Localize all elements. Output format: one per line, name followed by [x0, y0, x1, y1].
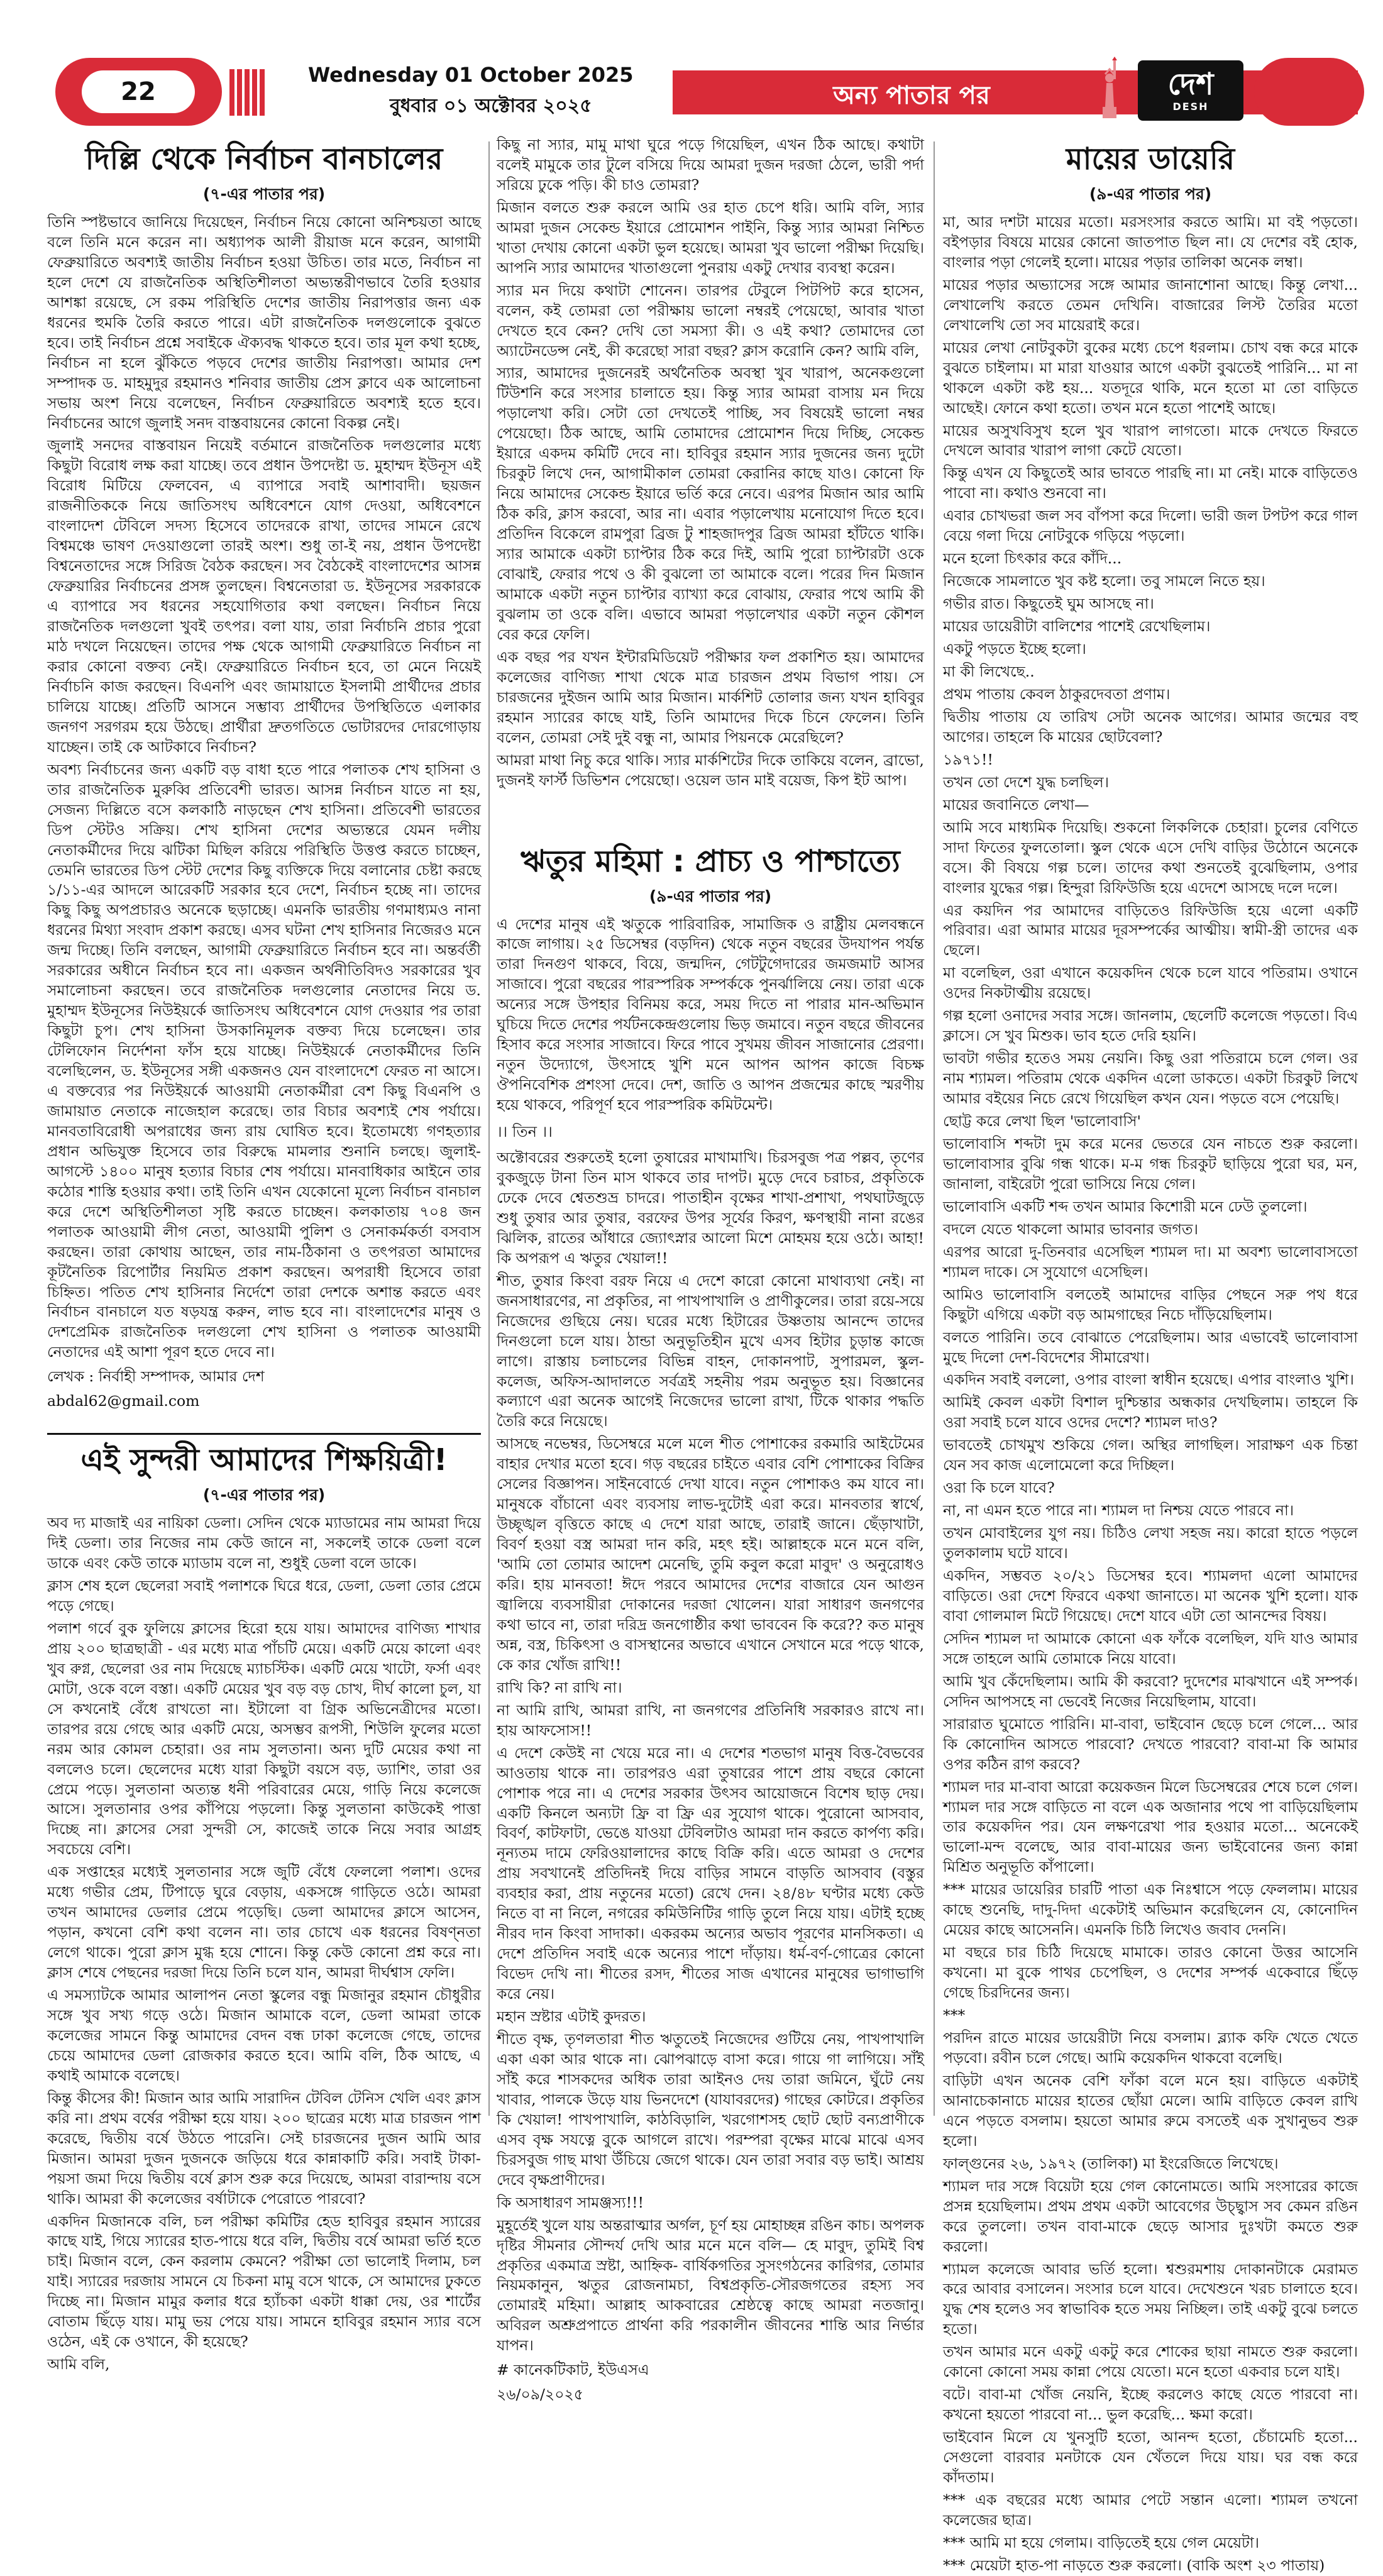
paragraph: সারারাত ঘুমোতে পারিনি। মা-বাবা, ভাইবোন ছেড়ে চলে গেলে... আর কি কোনোদিন আসতে পারবো? দেখতে পারবো? বাবা-মা কি আমার ওপর কঠিন রাগ করবে?: [943, 1715, 1358, 1773]
paragraph: জুলাই সনদের বাস্তবায়ন নিয়েই বর্তমানে রাজনৈতিক দলগুলোর মধ্যে কিছুটা বিরোধ লক্ষ করা যাচ্ছে। তবে প্রধান উপদেষ্টা ড. মুহাম্মদ ইউনূস এই বিরোধ মিটিয়ে ফেলবেন, এ ব্যাপারে সবাই আশাবাদী। ছয়জন রাজনীতিককে নিয়ে জাতিসংঘ অধিবেশনে যোগ দেওয়া, অধিবেশনে বাংলাদেশ টেবিলে সদস্য হিসেবে তাদেরকে রাখা, তাদের সামনে রেখে বিশ্বমঞ্চে ভাষণ দেওয়াগুলো তারই অংশ। শুধু তা-ই নয়, প্রধান উপদেষ্টা বিশ্বনেতাদের সঙ্গে সিরিজ বৈঠক করছেন। সব বৈঠকেই বাংলাদেশের আসন্ন ফেব্রুয়ারির নির্বাচনের প্রসঙ্গ তুলছেন। বিশ্বনেতারা ড. ইউনূসের সরকারকে এ ব্যাপারে সব ধরনের সহযোগিতার কথা বলছেন। নির্বাচন নিয়ে রাজনৈতিক দলগুলো খুবই তৎপর। বলা যায়, তারা নির্বাচনি প্রচার পুরো মাঠ দখলে নিয়েছেন। তাদের পক্ষ থেকে আগামী ফেব্রুয়ারিতে নির্বাচন না করার কোনো বক্তব্য নেই। ফেব্রুয়ারিতে নির্বাচন হবে, তা মেনে নিয়েই নির্বাচনি কাজ করছেন। বিএনপি এবং জামায়াতে ইসলামী প্রার্থীদের প্রচার চালিয়ে যাচ্ছে। প্রতিটি আসনে সম্ভাব্য প্রার্থীদের উপস্থিতিতে এলাকার জনগণ সরগরম হয়ে উঠছে। প্রার্থীরা দ্রুতগতিতে ভোটারদের দোরগোড়ায় যাচ্ছেন। তাই কে আটকাবে নির্বাচন?: [47, 436, 481, 756]
paragraph: পরদিন রাতে মায়ের ডায়েরীটা নিয়ে বসলাম। ব্ল্যাক কফি খেতে খেতে পড়বো। রবীন চলে গেছে। আমি কয়েকদিন থাকবো বলেছি।: [943, 2029, 1358, 2067]
paragraph: তখন আমার মনে একটু একটু করে শোকের ছায়া নামতে শুরু করলো। কোনো কোনো সময় কান্না পেয়ে যেতো। মনে হতো একবার চলে যাই।: [943, 2343, 1358, 2381]
paragraph: মিজান বলতে শুরু করলে আমি ওর হাত চেপে ধরি। আমি বলি, স্যার আমরা দুজন সেকেন্ড ইয়ারে প্রোমোশন পাইনি, কিন্তু স্যার আমরা নিশ্চিত খাতা দেখায় কোনো একটা ভুল হয়েছে। আমরা খুব ভালো পরীক্ষা দিয়েছি। আপনি স্যার আমাদের খাতাগুলো পুনরায় একটু দেখার ব্যবস্থা করেন।: [497, 198, 924, 277]
paragraph: একদিন সবাই বললো, ওপার বাংলা স্বাধীন হয়েছে। এপার বাংলাও খুশি।: [943, 1371, 1354, 1389]
page-header: [0, 0, 1383, 126]
paragraph: কিন্তু কীসের কী! মিজান আর আমি সারাদিন টেবিল টেনিস খেলি এবং ক্লাস করি না। প্রথম বর্ষের পরীক্ষা হয়ে যায়। ২০০ ছাত্রের মধ্যে মাত্র চারজন পাশ করেছে, দ্বিতীয় বর্ষে উঠতে পারেনি। সেই চারজনের দুজন আমি আর মিজান। আমরা দুজন দুজনকে জড়িয়ে ধরে কান্নাকাটি করি। সবাই টাকা-পয়সা জমা দিয়ে দ্বিতীয় বর্ষে ক্লাস শুরু করে দিয়েছে, আমরা বারান্দায় বসে থাকি। আমরা কী কলেজের বর্ষাটাকে পেরোতে পারবো?: [47, 2089, 481, 2208]
paragraph: ছোট্ট করে লেখা ছিল 'ভালোবাসি': [943, 1112, 1142, 1130]
paragraph: আমরা মাথা নিচু করে থাকি। স্যার মার্কশিটের দিকে তাকিয়ে বলেন, ব্রাভো, দুজনই ফার্স্ট ডিভিশন পেয়েছো। ওয়েল ডান মাই বয়েজ, কিপ ইট আপ।: [497, 751, 924, 789]
paragraph: অক্টোবরের শুরুতেই হলো তুষারের মাখামাখি। চিরসবুজ পত্র পল্লব, তৃণের বুকজুড়ে টানা তিন মাস থাকবে তার দাপট। মুড়ে দেবে চরাচর, প্রকৃতিকে ঢেকে দেবে শ্বেতশুভ্র চাদরে। পাতাহীন বৃক্ষের শাখা-প্রশাখা, পথঘাটজুড়ে শুধু তুষার আর তুষার, বরফের উপর সূর্যের কিরণ, ক্ষণস্থায়ী নানা রঙের ঝিলিক, রাতের আঁধারে জ্যোৎস্নার আলো মিশে মোহময় হয়ে ওঠে। আহা! কি অপরূপ এ ঋতুর খেয়াল!!: [497, 1149, 924, 1267]
paragraph: ক্লাস শেষ হলে ছেলেরা সবাই পলাশকে ঘিরে ধরে, ডেলা, ডেলা তোর প্রেমে পড়ে গেছে।: [47, 1576, 481, 1615]
author-credit: লেখক : নির্বাহী সম্পাদক, আমার দেশ: [47, 1368, 265, 1386]
author-location: # কানেকটিকাট, ইউএসএ: [497, 2361, 649, 2379]
paragraph: অব দ্য মাজাই এর নায়িকা ডেলা। সেদিন থেকে ম্যাডামের নাম আমরা দিয়ে দিই ডেলা। তার নিজের নাম কেউ জানে না, সকলেই তাকে ডেলা বলে ডাকে এবং কেউ তাকে ম্যাডাম বলে না, শুধুই ডেলা বলে ডাকে।: [47, 1514, 481, 1573]
paragraph: *** এক বছরের মধ্যে আমার পেটে সন্তান এলো। শ্যামল তখনো কলেজের ছাত্র।: [943, 2490, 1358, 2529]
column-right: [943, 135, 1358, 2574]
paragraph: ভাবতেই চোখমুখ শুকিয়ে গেল। অস্থির লাগছিল। সারাক্ষণ এক চিন্তা যেন সব কাজ এলোমেলো করে দিচ্ছিল।: [943, 1436, 1358, 1474]
logo-text: দেশ: [1167, 66, 1214, 102]
paragraph: মা কী লিখেছে..: [943, 663, 1035, 681]
paragraph: বাড়িটা এখন অনেক বেশি ফাঁকা বলে মনে হয়। বাড়িতে একটাই আনাচেকানাচে মায়ের হাতের ছোঁয়া মেলে। আমি বাড়িতে কেবল রাখি এনে পড়তে বসলাম। হয়তো আমার রুমে বসতেই এক সুখানুভব শুরু হলো।: [943, 2071, 1358, 2150]
paragraph: মায়ের অসুখবিসুখ হলে খুব খারাপ লাগতো। মাকে দেখতে ফিরতে দেখলে আবার খারাপ লাগা কেটে যেতো।: [943, 421, 1358, 460]
barcode-icon: [229, 69, 272, 116]
paragraph: ভালোবাসি একটি শব্দ তখন আমার কিশোরী মনে ঢেউ তুললো।: [943, 1197, 1308, 1215]
paragraph: এ সমস্যাটকে আমার আলাপন নেতা স্কুলের বন্ধু মিজানুর রহমান চৌধুরীর সঙ্গে খুব সখ্য গড়ে ওঠে। মিজান আমাকে বলে, ডেলা আমরা তাকে কলেজের সামনে কিন্তু আমাদের বেদন বন্ধ ঢাকা কলেজে গেছে, তাদের চেয়ে আমাদের ডেলা রোজকার করতে হবে। আমি বলি, ঠিক আছে, এ কথাই আমাকে বলেছে।: [47, 1986, 481, 2084]
paragraph: বলতে পারিনি। তবে বোঝাতে পেরেছিলাম। আর এভাবেই ভালোবাসা মুছে দিলো দেশ-বিদেশের সীমারেখা।: [943, 1328, 1358, 1366]
article-title: মায়ের ডায়েরি: [1066, 141, 1235, 177]
statue-of-liberty-icon: [1094, 58, 1125, 118]
paragraph: ১৯৭১!!: [943, 750, 993, 768]
paragraph: রাখি কি? না রাখি না।: [497, 1678, 622, 1696]
paragraph: মা, আর দশটা মায়ের মতো। মরসংসার করতে আমি। মা বই পড়তো। বইপড়ার বিষয়ে মায়ের কোনো জাতপাত ছিল না। যে দেশের বই হোক, বাংলার পড়া গেলেই হলো। মায়ের পড়ার তালিকা অনেক লম্বা।: [943, 213, 1358, 271]
divider: [47, 1433, 481, 1435]
paragraph: শীতে বৃক্ষ, তৃণলতারা শীত ঋতুতেই নিজেদের গুটিয়ে নেয়, পাখপাখালি একা একা আর থাকে না। ঝোপঝাড়ে বাসা করে। গায়ে গা লাগিয়ে। সাঁই সাঁই করে শাসকদের অধিক তারা আইনও দেয় তারা জমিনে, ঘুঁটে নেয় খাবার, পালকে উড়ে যায় ভিনদেশে (যাযাবরদের) গাছের কোটরে। প্রকৃতির কি খেয়াল! পাখপাখালি, কাঠবিড়ালি, খরগোশসহ ছোট ছোট বন্যপ্রাণীকে এসব বৃক্ষ সযত্নে বুকে আগলে রাখে। পরম্পরা বৃক্ষের মাঝে মাঝে এসব চিরসবুজ গাছ মাথা উঁচিয়ে জেগে থাকে। যেন তারা সবার বড় ভাই। আশ্রয় দেবে বৃক্ষপ্রাণীদের।: [497, 2030, 924, 2189]
paragraph: ভাবটা গভীর হতেও সময় নেয়নি। কিছু ওরা পতিরামে চলে গেল। ওর নাম শ্যামল। পতিরাম থেকে একদিন এলো ডাকতে। একটা চিরকুট লিখে আমার বইয়ের নিচে রেখে গিয়েছিল কখন যেন। পড়তে বসে পেয়েছি।: [943, 1049, 1358, 1108]
paragraph: প্রথম পাতায় কেবল ঠাকুরদেবতা প্রণাম।: [943, 685, 1171, 703]
paragraph: মায়ের লেখা নোটবুকটা বুকের মধ্যে চেপে ধরলাম। চোখ বন্ধ করে মাকে বুঝতে চাইলাম। মা মারা যাওয়ার আগে একটা বুঝতেই পারিনি... মা না থাকলে একটা কষ্ট হয়... যতদূরে থাকি, মনে হতো মা তো বাড়িতে আছেই। ফোনে কথা হতো। তখন মনে হতো পাশেই আছে।: [943, 338, 1358, 417]
paragraph: তখন মোবাইলের যুগ নয়। চিঠিও লেখা সহজ নয়। কারো হাতে পড়লে তুলকালাম ঘটে যাবে।: [943, 1524, 1358, 1562]
paragraph: এবার চোখভরা জল সব বাঁপসা করে দিলো। ভারী জল টপটপ করে গাল বেয়ে গলা দিয়ে নোটবুকে গড়িয়ে পড়লো।: [943, 507, 1358, 545]
paragraph: মুহূর্তেই খুলে যায় অন্তরাত্মার অর্গল, চূর্ণ হয় মোহাচ্ছন্ন রঙিন কাচ। অপলক দৃষ্টির সীমনার সৌন্দর্য দেখি আর মনে মনে বলি— হে মাবুদ, তুমিই বিশ্ব প্রকৃতির একমাত্র স্রষ্টা, আহ্নিক- বার্ষিকগতির সুসংগঠনের কারিগর, তোমার নিয়মকানুন, ঋতুর রোজনামচা, বিশ্বপ্রকৃতি-সৌরজগতের রহস্য সব তোমারই মহিমা। আল্লাহ আকবারের শ্রেষ্ঠত্বে কাছে আমরা নতজানু। অবিরল অশ্রুপ্রপাতে প্রার্থনা করি পরকালীন জীবনের শান্তি আর নির্ভার যাপন।: [497, 2216, 924, 2355]
paragraph: শ্যামল দার মা-বাবা আরো কয়েকজন মিলে ডিসেম্বরের শেষে চলে গেল। শ্যামল দার সঙ্গে বাড়িতে না বলে এক অজানার পথে পা বাড়িয়েছিলাম তার কয়েকদিন পর। যেন লক্ষণরেখা পার হওয়ার মতো... অনেকেই ভালো-মন্দ বলেছে, আর বাবা-মায়ের জন্য ভাইবোনের জন্য কান্না মিশ্রিত অনুভূতি কাঁপালো।: [943, 1777, 1358, 1876]
paragraph: আমিই কেবল একটা বিশাল দুশ্চিন্তার অন্ধকার দেখছিলাম। তাহলে কি ওরা সবাই চলে যাবে ওদের দেশে? শ্যামল দাও?: [943, 1393, 1358, 1432]
paragraph: স্যার, আমাদের দুজনেরই অর্থনৈতিক অবস্থা খুব খারাপ, অনেকগুলো টিউশনি করে সংসার চালাতে হয়। কিন্তু স্যার আমরা বাসায় মন দিয়ে পড়ালেখা করি। সেটা তো দেখতেই পাচ্ছি, সব বিষয়েই ভালো নম্বর পেয়েছো। ঠিক আছে, আমি তোমাদের প্রোমোশন দিয়ে দিচ্ছি, সেকেন্ড ইয়ারে একদম কমিটি দেবে না। হাবিবুর রহমান স্যার দুজনের জন্য দুটো চিরকুট লিখে দেন, আগামীকাল তোমরা কেরানির কাছে যাও। কোনো ফি নিয়ে আমাদের সেকেন্ড ইয়ারে ভর্তি করে নেবে। এরপর মিজান আর আমি ঠিক করি, ক্লাস করবো, আর না। এবার পড়ালেখায় মনোযোগ দিতে হবে। প্রতিদিন বিকেলে রামপুরা ব্রিজ টু শাহজাদপুর ব্রিজ আমরা হাঁটতে থাকি। স্যার আমাকে একটা চ্যাপ্টার ঠিক করে দিই, আমি পুরো চ্যাপ্টারটা ওকে বোঝাই, ফেরার পথে ও কী বুঝলো তা আমাকে বলে। পরের দিন মিজান আমাকে একটা নতুন চ্যাপ্টার ব্যাখ্যা করে বোঝায়, ফেরার পথে আমি কী বুঝলাম তা ওকে বলি। এভাবে আমরা পড়ালেখার একটা নতুন কৌশল বের করে ফেলি।: [497, 364, 924, 643]
paragraph: মায়ের পড়ার অভ্যাসের সঙ্গে আমার জানাশোনা আছে। কিন্তু লেখা... লেখালেখি করতে তেমন দেখিনি। বাজারের লিস্ট তৈরির মতো লেখালেখি তো সব মায়েরাই করে।: [943, 275, 1358, 334]
paragraph: গভীর রাত। কিছুতেই ঘুম আসছে না।: [943, 595, 1154, 613]
paragraph: আমিও ভালোবাসি বলতেই আমাদের বাড়ির পেছনে সরু পথ ধরে কিছুটা এগিয়ে একটা বড় আমগাছের নিচে দাঁড়িয়েছিলাম।: [943, 1285, 1358, 1324]
paragraph: এ দেশের মানুষ এই ঋতুকে পারিবারিক, সামাজিক ও রাষ্ট্রীয় মেলবন্ধনে কাজে লাগায়। ২৫ ডিসেম্বর (বড়দিন) থেকে নতুন বছরের উদযাপন পর্যন্ত তারা দিনগুণ থাকবে, বিয়ে, জন্মদিন, গেটটুগেদারের জমজমাট আসর সাজাবে। পুরো বছরের পারস্পরিক সম্পর্ককে পুনর্ঝালিয়ে নেয়। তারা একে অন্যের সঙ্গে উপহার বিনিময় করে, সময় দিতে না পারার মান-অভিমান ঘুচিয়ে দিতে দেশের পর্যটনকেন্দ্রগুলোয় ভিড় জমাবে। নতুন বছরে জীবনের হিসাব করে সংসার সাজাবে। ফিরে পাবে সুখময় জীবন সাজানোর প্রেরণা। নতুন উদ্যোগে, উৎসাহে খুশি মনে আপন আপন কাজে বিচক্ষ ঔপনিবেশিক প্রশংসা দেবে। দেশ, জাতি ও আপন প্রজন্মের কাছে স্মরণীয় হয়ে থাকবে, পরিপূর্ণ হবে পারস্পরিক কমিটমেন্ট।: [497, 915, 924, 1114]
paragraph: শ্যামল দার সঙ্গে বিয়েটা হয়ে গেল কোনোমতে। আমি সংসারের কাজে প্রসন্ন হয়েছিলাম। প্রথম প্রথম একটা আবেগের উচ্ছ্বাস সব কেমন রঙিন করে তুললো। তখন বাবা-মাকে ছেড়ে আসার দুঃখটা কমতে শুরু করলো।: [943, 2177, 1358, 2255]
column-rule: [488, 141, 490, 2116]
paragraph: *** আমি মা হয়ে গেলাম। বাড়িতেই হয়ে গেল মেয়েটা।: [943, 2533, 1260, 2551]
column-middle: [497, 135, 924, 2404]
paragraph: আমি খুব কেঁদেছিলাম। আমি কী করবো? দুদেশের মাঝখানে এই সম্পর্ক। সেদিন আপসহে না ভেবেই নিজের নিয়েছিলাম, যাবো।: [943, 1672, 1358, 1710]
paragraph: নিজেকে সামলাতে খুব কষ্ট হলো। তবু সামলে নিতে হয়।: [943, 572, 1265, 590]
paragraph: ভাইবোন মিলে যে খুনসুটি হতো, আনন্দ হতো, চেঁচামেচি হতো... সেগুলো বারবার মনটাকে যেন খেঁতলে দিয়ে যায়। ঘর বন্ধ করে কাঁদতাম।: [943, 2428, 1358, 2487]
paragraph: আমি সবে মাধ্যমিক দিয়েছি। শুকনো লিকলিকে চেহারা। চুলের বেণিতে সাদা ফিতের ফুলতোলা। স্কুল থেকে এসে দেখি বাড়ির উঠোনে অনেকে বসে। কী বিষয়ে গল্প চলে। তাদের কথা শুনতেই বুঝেছিলাম, ওপার বাংলার যুদ্ধের গল্প। হিন্দুরা রিফিউজি হয়ে এদেশে আসছে দলে দলে।: [943, 818, 1358, 897]
logo-subtext: DESH: [1172, 100, 1209, 113]
paragraph: তখন তো দেশে যুদ্ধ চলছিল।: [943, 773, 1110, 791]
paragraph: একদিন মিজানকে বলি, চল পরীক্ষা কমিটির হেড হাবিবুর রহমান স্যারের কাছে যাই, গিয়ে স্যারের হাত-পায়ে ধরে বলি, দ্বিতীয় বর্ষে আমরা ভর্তি হতে চাই। মিজান বলে, কেন করলাম কেমনে? পরীক্ষা তো ভালোই দিলাম, চল যাই। স্যারের দরজায় সামনে যে চিকনা মামু বসে থাকে, সে আমাদের ঢুকতে দিচ্ছে না। মিজান মামুর কলার ধরে হ্যাঁচকা একটা ধাক্কা দেয়, ওর শার্টের বোতাম ছিঁড়ে যায়। মামু ভয় পেয়ে যায়। সামনে হাবিবুর রহমান স্যার বসে ওঠেন, এই কে ওখানে, কী হয়েছে?: [47, 2212, 481, 2351]
paragraph: সেদিন শ্যামল দা আমাকে কোনো এক ফাঁকে বলেছিল, যদি যাও আমার সঙ্গে তাহলে আমি তোমাকে নিয়ে যাবো।: [943, 1629, 1358, 1667]
paragraph: একটু পড়তে ইচ্ছে হলো।: [943, 640, 1086, 658]
paragraph: মায়ের ডায়েরীটা বালিশের পাশেই রেখেছিলাম।: [943, 617, 1211, 636]
paragraph: ***: [943, 2006, 966, 2025]
column-rule: [934, 141, 935, 2116]
paragraph: স্যার মন দিয়ে কথাটা শোনেন। তারপর টেবুলে পিটপিট করে হাসেন, বলেন, কই তোমরা তো পরীক্ষায় ভালো নম্বরই পেয়েছো, আবার খাতা দেখতে হবে কেন? দেখি তো সমস্যা কী। ও এই কথা? তোমাদের তো অ্যাটেনডেন্স নেই, কী করেছো সারা বছর? ক্লাস করোনি কেন? আমি বলি,: [497, 281, 924, 360]
paragraph: একদিন, সম্ভবত ২০/২১ ডিসেম্বর হবে। শ্যামলদা এলো আমাদের বাড়িতে। ওরা দেশে ফিরবে একথা জানাতে। মা অনেক খুশি হলো। যাক বাবা গোলমাল মিটে গিয়েছে। দেশে যাবে এটা তো আনন্দের বিষয়।: [943, 1567, 1358, 1625]
header-right-pill: [1254, 58, 1364, 126]
paragraph: এক সপ্তাহের মধ্যেই সুলতানার সঙ্গে জুটি বেঁধে ফেললো পলাশ। ওদের মধ্যে গভীর প্রেম, টিপাড়ে ঘুরে বেড়ায়, একসঙ্গে গাড়িতে ওঠে। আমরা তখন আমাদের ডেলার প্রেমে পড়েছি। ডেলা আমাদের ক্লাসে আসেন, পড়ান, কখনো বেশি কথা বলেন না। তার চোখে এক ধরনের বিষণ্নতা লেগে থাকে। পুরো ক্লাস মুগ্ধ হয়ে শোনে। কিন্তু কেউ কোনো প্রশ্ন করে না। ক্লাস শেষে পেছনের দরজা দিয়ে তিনি চলে যান, আমরা দীর্ঘশ্বাস ফেলি।: [47, 1863, 481, 1982]
paragraph: মা বছরে চার চিঠি দিয়েছে মামাকে। তারও কোনো উত্তর আসেনি কখনো। মা বুকে পাথর চেপেছিল, ও দেশের সম্পর্ক একেবারে ছিঁড়ে গেছে চিরদিনের জন্য।: [943, 1943, 1358, 2002]
paragraph: শীত, তুষার কিংবা বরফ নিয়ে এ দেশে কারো কোনো মাথাব্যথা নেই। না জনসাধারণের, না প্রকৃতির, না পাখপাখালি ও প্রাণীকুলের। তারা রয়ে-সয়ে নিজেদের গুছিয়ে নেয়। ঘরের মধ্যে হিটারের উষ্ণতায় আনন্দে তাদের দিনগুলো চলে যায়। ঠান্ডা অনুভূতিহীন মুখে এসব হিটার চুড়ান্ত কাজে লাগে। রাস্তায় চলাচলের বিভিন্ন বাহন, দোকানপাট, সুপারমল, স্কুল-কলেজ, অফিস-আদালতে সর্বত্রই সহনীয় পরম অনুভূত হয়। বিজ্ঞানের কল্যাণে এরা অনেক আগেই নিজেদের ভালো রাখা, টিকে থাকার পদ্ধতি তৈরি করে নিয়েছে।: [497, 1271, 924, 1430]
paragraph: তিনি স্পষ্টভাবে জানিয়ে দিয়েছেন, নির্বাচন নিয়ে কোনো অনিশ্চয়তা আছে বলে তিনি মনে করেন না। অধ্যাপক আলী রীয়াজ মনে করেন, আগামী ফেব্রুয়ারিতে অবশ্যই জাতীয় নির্বাচন হওয়া উচিত। তার মতে, নির্বাচন না হলে দেশে যে রাজনৈতিক অস্থিতিশীলতা অভ্যন্তরীণভাবে তৈরি হওয়ার আশঙ্কা রয়েছে, সে রকম পরিস্থিতি দেশের জাতীয় নিরাপত্তার জন্য এক ধরনের হুমকি তৈরি করতে পারে। এটা রাজনৈতিক দলগুলোকে বুঝতে হবে। তাই নির্বাচন প্রশ্নে সবাইকে ঐক্যবদ্ধ থাকতে হবে। তার মূল কথা হচ্ছে, নির্বাচন না হলে ঝুঁকিতে পড়বে দেশের জাতীয় নিরাপত্তা। আমার দেশ সম্পাদক ড. মাহমুদুর রহমানও শনিবার জাতীয় প্রেস ক্লাবে এক আলোচনা সভায় অংশ নিয়ে বলেছেন, নির্বাচন ফেব্রুয়ারিতে অবশ্যই হতে হবে। নির্বাচনের আগে জুলাই সনদ বাস্তবায়নের কোনো বিকল্প নেই।: [47, 213, 481, 432]
paragraph: *** মায়ের ডায়েরির চারটি পাতা এক নিঃশ্বাসে পড়ে ফেললাম। মায়ের কাছে শুনেছি, দাদু-দিদা একেটাই অভিমান করেছিলেন যে, কোনোদিন মেয়ের কাছে আসেননি। এমনকি চিঠি লিখেও জবাব দেননি।: [943, 1881, 1358, 1939]
paragraph: *** মেয়েটা হাত-পা নাড়তে শুরু করলো। (বাকি অংশ ২৩ পাতায়): [943, 2556, 1325, 2574]
date-bangla: বুধবার ০১ অক্টোবর ২০২৫: [390, 95, 592, 117]
paragraph: ফাল্গুনের ২৬, ১৯৭২ (তালিকা) মা ইংরেজিতে লিখেছে।: [943, 2154, 1279, 2172]
paragraph: শ্যামল কলেজে আবার ভর্তি হলো। শ্বশুরমশায় দোকানটাকে মেরামত করে আবার বসালেন। সংসার চলে যাবে। দেখেশুনে খরচ চালাতে হবে। যুদ্ধ শেষ হলেও সব স্বাভাবিক হতে সময় নিচ্ছিল। তাই একটু বুঝে চলতে হতো।: [943, 2260, 1358, 2338]
article-continuation: (৯-এর পাতার পর): [649, 887, 772, 905]
paragraph: মনে হলো চিৎকার করে কাঁদি...: [943, 550, 1122, 568]
article-title: দিল্লি থেকে নির্বাচন বানচালের: [85, 141, 443, 177]
paragraph: না আমি রাখি, আমরা রাখি, না জনগণের প্রতিনিধি সরকারও রাখে না। হায় আফসোস!!: [497, 1701, 924, 1739]
section-title: অন্য পাতার পর: [833, 81, 990, 110]
page-number: 22: [82, 70, 195, 113]
paragraph: গল্প হলো ওনাদের সবার সঙ্গে। জানলাম, ছেলেটি কলেজে পড়তো। বিএ ক্লাসে। সে খুব মিশুক। ভাব হতে দেরি হয়নি।: [943, 1007, 1358, 1045]
paragraph: ভালোবাসি শব্দটা দুম করে মনের ভেতরে যেন নাচতে শুরু করলো। ভালোবাসার বুঝি গন্ধ থাকে। ম-ম গন্ধ চিরকুট ছাড়িয়ে পুরো ঘর, মন, জানালা, বাইরেটা পুরো ভাসিয়ে নিয়ে গেল।: [943, 1134, 1358, 1193]
paragraph: মহান স্রষ্টার এটাই কুদরত।: [497, 2008, 646, 2026]
paragraph: না, না এমন হতে পারে না। শ্যামল দা নিশ্চয় যেতে পারবে না।: [943, 1501, 1294, 1520]
paragraph: এক বছর পর যখন ইন্টারমিডিয়েট পরীক্ষার ফল প্রকাশিত হয়। আমাদের কলেজের বাণিজ্য শাখা থেকে মাত্র চারজন প্রথম বিভাগ পায়। সে চারজনের দুইজন আমি আর মিজান। মার্কশিট তোলার জন্য যখন হাবিবুর রহমান স্যারের কাছে যাই, তিনি আমাদের দিকে চিনে ফেলেন। তিনি বলেন, তোমরা সেই দুই বন্ধু না, আমার পিয়নকে মেরেছিলে?: [497, 648, 924, 746]
paragraph: আসছে নভেম্বর, ডিসেম্বরে মলে মলে শীত পোশাকের রকমারি আইটেমের বাহার দেখার মতো হবে। গড় বছরের চাইতে এবার বেশি পোশাকের বিক্রির সেলের বিজ্ঞাপন। সাইনবোর্ডে দেখা যাবে। নতুন পোশাকও কম যাবে না। মানুষকে বাঁচানো এবং ব্যবসায় লাভ-দুটোই এরা করে। মানবতার স্বার্থে, উচ্ছৃঙ্খল বৃত্তিতে কাছে এ দেশে যারা আছে, তারাই জানে। ছেঁড়াখাটা, বিবর্ণ হওয়া বস্ত্র আমরা দান করি, মহৎ হই। আল্লাহকে মনে মনে বলি, 'আমি তো তোমার আদেশ মেনেছি, তুমি কবুল করো মাবুদ' ও অনুরোধও করি। হায় মানবতা! ঈদে পরবে আমাদের দেশের বাজারে যেন আগুন জ্বালিয়ে ব্যবসায়ীরা দোকানের দরজা খোলেন। যারা সাধারণ জনগণের কথা ভাবে না, তারা দরিদ্র জনগোষ্ঠীর কথা ভাববেন কি করে?? কত মানুষ অন্ন, বস্ত্র, চিকিৎসা ও বাসস্থানের অভাবে এখানে সেখানে মরে পড়ে থাকে, কে কার খোঁজ রাখি!!: [497, 1435, 924, 1674]
paragraph: কিছু না স্যার, মামু মাথা ঘুরে পড়ে গিয়েছিল, এখন ঠিক আছে। কথাটা বলেই মামুকে তার টুলে বসিয়ে দিয়ে আমরা দুজন দরজা ঠেলে, ভারী পর্দা সরিয়ে ঢুকে পড়ি। কী চাও তোমরা?: [497, 136, 924, 194]
paragraph: দ্বিতীয় পাতায় যে তারিখ সেটা অনেক আগের। আমার জন্মের বহু আগের। তাহলে কি মায়ের ছোটবেলা?: [943, 707, 1358, 746]
newspaper-logo: [1138, 60, 1243, 121]
article-title: এই সুন্দরী আমাদের শিক্ষয়িত্রী!: [80, 1442, 448, 1478]
column-left: [47, 135, 481, 2374]
article-continuation: (৭-এর পাতার পর): [202, 1486, 326, 1505]
paragraph: কি অসাধারণ সামঞ্জস্য!!!: [497, 2193, 644, 2211]
paragraph: অবশ্য নির্বাচনের জন্য একটি বড় বাধা হতে পারে পলাতক শেখ হাসিনা ও তার রাজনৈতিক মুরুব্বি প্রতিবেশী ভারত। আসন্ন নির্বাচন যাতে না হয়, সেজন্য দিল্লিতে বসে কলকাঠি নাড়ছেন শেখ হাসিনা। প্রতিবেশী ভারতের ডিপ স্টেটও সক্রিয়। শেখ হাসিনা দেশের অভ্যন্তরে যেমন দলীয় নেতাকর্মীদের দিয়ে ঝটিকা মিছিল করিয়ে পরিস্থিতি উত্তপ্ত করতে চাচ্ছেন, তেমনি ভারতের ডিপ স্টেট দেশের কিছু ব্যক্তিকে দিয়ে বলানোর চেষ্টা করছে ১/১১-এর আদলে আরেকটি সরকার হবে দেশে, নির্বাচন হচ্ছে না। তাদের কিছু কিছু অপপ্রচারও অনেকে ছড়াচ্ছে। এমনকি ভারতীয় গণমাধ্যমও নানা ধরনের মিথ্যা সংবাদ প্রকাশ করছে। এসব ঘটনা শেখ হাসিনার নিজেরও মনে জন্ম দিচ্ছে। তিনি বলছেন, আগামী ফেব্রুয়ারিতে নির্বাচন হবে না। অন্তর্বর্তী সরকারের অধীনে নির্বাচন হবে না। একজন অর্থনীতিবিদও সরকারের খুব সমালোচনা করছেন। তবে রাজনৈতিক দলগুলোর নেতাদের নিয়ে ড. মুহাম্মদ ইউনূসের নিউইয়র্কে জাতিসংঘ অধিবেশনে যোগ দেওয়ার পর তারা কিছুটা চুপ। শেখ হাসিনা উসকানিমূলক বক্তব্য দিয়ে চলেছেন। তার টেলিফোন নির্দেশনা ফাঁস হয়ে যাচ্ছে। নিউইয়র্কে নেতাকর্মীদের তিনি বলেছিলেন, ড. ইউনূসের সঙ্গী একজনও যেন বাংলাদেশে ফেরত না আসে। এ বক্তব্যের পর নিউইয়র্কে আওয়ামী নেতাকর্মীরা বেশ কিছু বিএনপি ও জামায়াত নেতাকে নাজেহাল করেছে। তার বিচার অবশ্যই শেষ পর্যায়ে। মানবতাবিরোধী অপরাধের জন্য রায় ঘোষিত হবে। ইতোমধ্যে গণহত্যার প্রধান অভিযুক্ত হিসেবে তার বিরুদ্ধে মামলার শুনানি চলছে। জুলাই-আগস্টে ১৪০০ মানুষ হত্যার বিচার শেষ পর্যায়ে। মানবাধিকার আইনে তার কঠোর শাস্তি হওয়ার কথা। তাই তিনি এখন যেকোনো মূল্যে নির্বাচন বানচাল করে দেশে অস্থিতিশীলতা সৃষ্টি করতে চাচ্ছেন। কলকাতায় ৭০৪ জন পলাতক আওয়ামী লীগ নেতা, আওয়ামী পুলিশ ও সেনাকর্মকর্তা বসবাস করছেন। তারা কোথায় আছেন, তার নাম-ঠিকানা ও তৎপরতা আমাদের কূটনৈতিক রিপোর্টার নিয়মিত প্রকাশ করছেন। অপরাধী হিসেবে তারা চিহ্নিত। পতিত শেখ হাসিনার নির্দেশে তারা দেশকে অশান্ত করতে এবং নির্বাচন বানচালে যত ষড়যন্ত্র করুন, লাভ হবে না। বাংলাদেশের মানুষ ও দেশপ্রেমিক রাজনৈতিক দলগুলো শেখ হাসিনা ও পলাতক আওয়ামী নেতাদের এই আশা পূরণ হতে দেবে না।: [47, 760, 481, 1361]
date-english: Wednesday 01 October 2025: [308, 63, 634, 87]
article-title: ঋতুর মহিমা : প্রাচ্য ও পাশ্চাত্যে: [521, 843, 900, 879]
paragraph: আমি বলি,: [47, 2355, 110, 2374]
article-continuation: (৭-এর পাতার পর): [202, 185, 326, 203]
paragraph: কিন্তু এখন যে কিছুতেই আর ভাবতে পারছি না। মা নেই। মাকে বাড়িতেও পাবো না। কথাও শুনবো না।: [943, 464, 1358, 502]
paragraph: ওরা কি চলে যাবে?: [943, 1479, 1055, 1497]
paragraph: মা বলেছিল, ওরা এখানে কয়েকদিন থেকে চলে যাবে পতিরাম। ওখানে ওদের নিকটাত্মীয় রয়েছে।: [943, 964, 1358, 1002]
paragraph: বটে। বাবা-মা খোঁজ নেয়নি, ইচ্ছে করলেও কাছে যেতে পারবো না। কখনো হয়তো পারবো না... ভুল করেছি... ক্ষমা করো।: [943, 2385, 1358, 2424]
paragraph: এ দেশে কেউই না খেয়ে মরে না। এ দেশের শতভাগ মানুষ বিত্ত-বৈভবের আওতায় থাকে না। তারপরও এরা তুষারের পাশে প্রায় বছরে কোনো পোশাক পরে না। এ দেশের সরকার উৎসব আয়োজনে বিশেষ ছাড় দেয়। একটি কিনলে অন্যটা ফ্রি বা ফ্রি এর সুযোগ থাকে। পুরোনো আসবাব, বিবর্ণ, কাটফাটা, ভেঙে যাওয়া টেবিলটাও আমরা দান করতে কার্পণ্য করি। নূন্যতম দামে ফেরিওয়ালাদের কাছে বিক্রি করি। এতে আমরা ও দেশের প্রায় সবখানেই প্রতিদিনই দিয়ে বাড়ির সামনে বাড়তি আসবাব (বস্তুর ব্যবহার করা, প্রায় নতুনের মতো) রেখে দেন। ২৪/৪৮ ঘণ্টার মধ্যে কেউ নিতে বা না নিলে, নগরের কমিউনিটির গাড়ি তুলে নিয়ে যায়। এটাই হচ্ছে নীরব দান কিংবা সাদাকা। একরকম অন্যের অভাব পূরণের মানসিকতা। এ দেশে প্রতিদিন সবাই একে অন্যের পাশে দাঁড়ায়। ধর্ম-বর্ণ-গোত্রের কোনো বিভেদ দেখি না। শীতের রসদ, শীতের সাজ এখানের মানুষের ভাগাভাগি করে নেয়।: [497, 1744, 924, 2003]
author-email: abdal62@gmail.com: [47, 1392, 200, 1410]
paragraph: পলাশ গর্বে বুক ফুলিয়ে ক্লাসের হিরো হয়ে যায়। আমাদের বাণিজ্য শাখার প্রায় ২০০ ছাত্রছাত্রী - এর মধ্যে মাত্র পাঁচটি মেয়ে। একটি মেয়ে কালো এবং খুব রুগ্ন, ছেলেরা ওর নাম দিয়েছে ম্যাচস্টিক। একটি মেয়ে খাটো, ফর্সা এবং মোটা, ওকে বলে বস্তা। একটি মেয়ের খুব বড় বড় চোখ, দীর্ঘ কালো চুল, যা সে কখনোই বেঁধে রাখতো না। ইটালো বা গ্রিক অভিনেত্রীদের মতো। তারপর রয়ে গেছে আর একটি মেয়ে, অসম্ভব রূপসী, শিউলি ফুলের মতো নরম আর কোমল চেহারা। ওর নাম সুলতানা। অন্য দুটি মেয়ের কথা না বললেও চলে। ছেলেদের মধ্যে যারা কিছুটা বয়সে বড়, ড্যাশিং, তারা ওর প্রেমে পড়ে। সুলতানা অত্যন্ত ধনী পরিবারের মেয়ে, গাড়ি নিয়ে কলেজে আসে। সুলতানার ওপর কাঁপিয়ে পড়লো। কিন্তু সুলতানা কাউকেই পাত্তা দিচ্ছে না। ক্লাসের সেরা সুন্দরী সে, কাজেই তাকে নিয়ে সবার আগ্রহ সবচেয়ে বেশি।: [47, 1619, 481, 1859]
article-continuation: (৯-এর পাতার পর): [1089, 185, 1212, 203]
paragraph: এরপর আরো দু-তিনবার এসেছিল শ্যামল দা। মা অবশ্য ভালোবাসতো শ্যামল দাকে। সে সুযোগে এসেছিল।: [943, 1242, 1358, 1281]
paragraph: বদলে যেতে থাকলো আমার ভাবনার জগত।: [943, 1220, 1198, 1238]
section-mark: ।। তিন ।।: [497, 1123, 553, 1141]
paragraph: মায়ের জবানিতে লেখা—: [943, 795, 1089, 814]
article-date: ২৬/০৯/২০২৫: [497, 2385, 584, 2404]
paragraph: এর কয়দিন পর আমাদের বাড়িতেও রিফিউজি হয়ে এলো একটি পরিবার। এরা আমার মায়ের দূরসম্পর্কের আত্মীয়। স্বামী-স্ত্রী তাদের এক ছেলে।: [943, 901, 1358, 959]
